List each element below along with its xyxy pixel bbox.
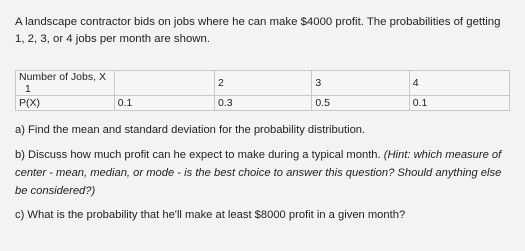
table-cell-row1-label-and-first: [16, 71, 115, 96]
row-label-px: P(X): [16, 96, 115, 111]
cell-x-4: 4: [409, 71, 509, 96]
question-a: a) Find the mean and standard deviation for the probability distribution.: [15, 124, 366, 136]
cell-spacer-row1: [114, 71, 214, 96]
row-label-jobs: Number of Jobs, X: [19, 71, 106, 83]
cell-p-4: 0.1: [409, 96, 509, 111]
cell-x-1: 1: [25, 83, 31, 95]
cell-p-3: 0.5: [312, 96, 409, 111]
question-b-text: b) Discuss how much profit can he expect to make during a typical month.: [15, 149, 381, 161]
question-c: c) What is the probability that he'll make at least $8000 profit in a given month?: [15, 209, 406, 221]
cell-x-3: 3: [312, 71, 409, 96]
table-row-jobs: [16, 71, 510, 96]
question-b: [15, 146, 510, 200]
cell-x-2: 2: [214, 71, 311, 96]
cell-p-1: 0.1: [114, 96, 214, 111]
table-row-probability: [16, 96, 510, 111]
problem-intro: A landscape contractor bids on jobs where he can make $4000 profit. The probabilities of getting 1, 2, 3, or 4 jobs per month are shown.: [15, 16, 501, 45]
question-b-hint: (Hint: which measure of center - mean, median, or mode - is the best choice to answer this question? Should anything else be considered?): [15, 149, 502, 197]
probability-distribution-table: [15, 70, 510, 111]
cell-p-2: 0.3: [214, 96, 311, 111]
